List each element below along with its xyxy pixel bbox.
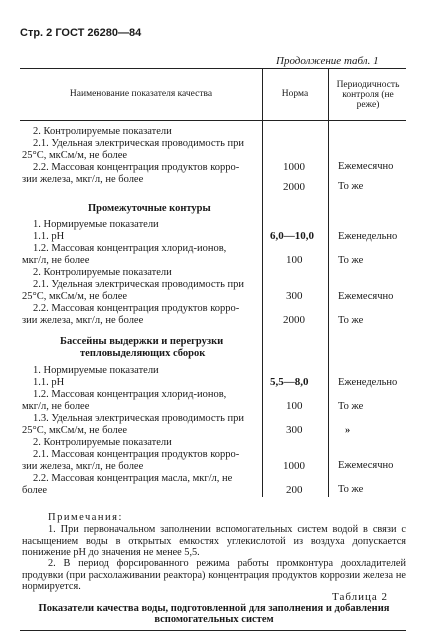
row-text: 2.2. Массовая концентрация продуктов корро-	[33, 303, 240, 314]
norm-value: 100	[286, 254, 303, 266]
table1-col-divider-2-lower	[328, 444, 329, 497]
period-value: То же	[338, 255, 364, 266]
row-text: 1.1. pH	[33, 231, 65, 242]
table1-top-border	[20, 68, 406, 69]
table1-col-divider-1-lower	[262, 444, 263, 497]
norm-value: 6,0—10,0	[270, 230, 314, 242]
norm-value: 300	[286, 424, 303, 436]
norm-value: 2000	[283, 314, 305, 326]
row-label: 2. Контролируемые показатели	[33, 267, 172, 278]
row-label: 1. Нормируемые показатели	[33, 219, 159, 230]
row-text: 1.2. Массовая концентрация хлорид-ионов,	[33, 243, 227, 254]
period-value: То же	[338, 401, 364, 412]
row-text: 25°С, мкСм/м, не более	[22, 150, 128, 161]
row-text: 25°С, мкСм/м, не более	[22, 291, 128, 302]
row-text: более	[22, 485, 48, 496]
row-label: 2. Контролируемые показатели	[33, 437, 172, 448]
row-text: 2.1. Удельная электрическая проводимость при	[33, 279, 245, 290]
period-value: Еженедельно	[338, 231, 398, 242]
section-heading: тепловыделяющих сборок	[80, 348, 206, 359]
page-header: Стр. 2 ГОСТ 26280—84	[20, 27, 142, 39]
period-value: Ежемесячно	[338, 291, 394, 302]
table1-col-divider-1	[262, 68, 263, 444]
row-text: 1.2. Массовая концентрация хлорид-ионов,	[33, 389, 227, 400]
period-value: Ежемесячно	[338, 161, 394, 172]
table1-header-period: Периодичность контроля (не реже)	[336, 80, 400, 110]
period-value: То же	[338, 484, 364, 495]
table1-header-indicator: Наименование показателя качества	[69, 89, 213, 99]
row-label: 1. Нормируемые показатели	[33, 365, 159, 376]
section-heading: Бассейны выдержки и перегрузки	[60, 336, 224, 347]
section-heading: Промежуточные контуры	[88, 203, 211, 214]
period-value: »	[345, 425, 351, 436]
table2-label: Таблица 2	[332, 591, 389, 603]
norm-value: 300	[286, 290, 303, 302]
table1-header-norm: Норма	[281, 89, 309, 99]
row-text: 2.1. Удельная электрическая проводимость при	[33, 138, 245, 149]
row-text: мкг/л, не более	[22, 401, 90, 412]
table1-header-border	[20, 120, 406, 121]
row-text: 1.3. Удельная электрическая проводимость при	[33, 413, 245, 424]
period-value: Ежемесячно	[338, 460, 394, 471]
norm-value: 1000	[283, 161, 305, 173]
table2-top-border	[20, 630, 406, 631]
row-text: зии железа, мкг/л, не более	[22, 461, 144, 472]
note-2: 2. В период форсированного режима работы промконтура доохладителей продувки (при расхолаживании реактора) концентрация продуктов коррозии железа не нормируется.	[22, 558, 406, 592]
row-label: 2. Контролируемые показатели	[33, 126, 172, 137]
row-text: зии железа, мкг/л, не более	[22, 315, 144, 326]
row-text: 1.1. pH	[33, 377, 65, 388]
table2-title: Показатели качества воды, подготовленной для заполнения и добавления вспомогательных систем	[38, 603, 390, 625]
norm-value: 200	[286, 484, 303, 496]
norm-value: 2000	[283, 181, 305, 193]
row-text: 25°С, мкСм/м, не более	[22, 425, 128, 436]
norm-value: 1000	[283, 460, 305, 472]
row-text: 2.2. Массовая концентрация масла, мкг/л, не	[33, 473, 233, 484]
period-value: То же	[338, 315, 364, 326]
table1-col-divider-2	[328, 68, 329, 444]
norm-value: 100	[286, 400, 303, 412]
row-text: мкг/л, не более	[22, 255, 90, 266]
notes-heading: Примечания:	[48, 512, 123, 523]
continuation-label: Продолжение табл. 1	[276, 55, 379, 67]
period-value: То же	[338, 181, 364, 192]
row-text: зии железа, мкг/л, не более	[22, 174, 144, 185]
row-text: 2.1. Массовая концентрация продуктов корро-	[33, 449, 240, 460]
row-text: 2.2. Массовая концентрация продуктов корро-	[33, 162, 240, 173]
period-value: Еженедельно	[338, 377, 398, 388]
norm-value: 5,5—8,0	[270, 376, 309, 388]
note-1: 1. При первоначальном заполнении вспомогательных систем водой в связи с насыщением воды в открытых емкостях углекислотой из воздуха допускается понижение pH до значения не менее 5,5.	[22, 524, 406, 558]
